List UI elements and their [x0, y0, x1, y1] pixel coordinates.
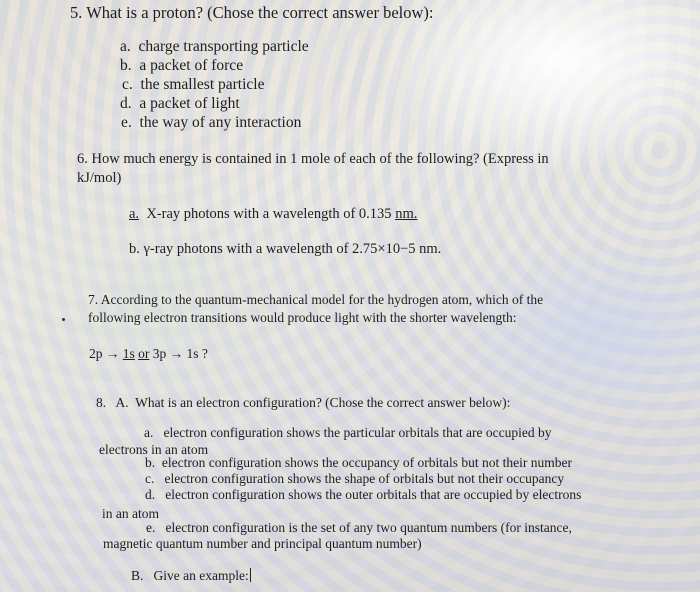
- q5-option-a: [120, 39, 309, 55]
- q8-option-e: [146, 521, 572, 535]
- q8-option-d-continuation: in an atom: [102, 506, 159, 521]
- q8-question: 8. A. What is an electron configuration? (Chose the correct answer below):: [96, 395, 511, 410]
- q8-option-b: [145, 456, 572, 470]
- q8-part-b: [131, 568, 251, 583]
- q7-question-line1: 7. According to the quantum-mechanical model for the hydrogen atom, which of the: [88, 292, 544, 307]
- q8-option-b-letter: b.: [145, 455, 156, 470]
- q5-option-b-text: a packet of force: [139, 57, 244, 74]
- q8-part-b-text: Give an example:: [153, 568, 249, 583]
- arrow-icon: →: [105, 346, 120, 361]
- q5-option-e: [121, 115, 301, 131]
- q8-option-c-text: electron configuration shows the shape of orbitals but not their occupancy: [164, 471, 565, 486]
- text-cursor: [250, 568, 251, 582]
- q8-option-e-text: electron configuration is the set of any two quantum numbers (for instance,: [165, 520, 572, 535]
- q5-option-d-text: a packet of light: [139, 95, 240, 112]
- q8-part-b-letter: B.: [131, 568, 144, 583]
- arrow-icon: →: [169, 346, 184, 361]
- q7-bullet: [62, 318, 65, 321]
- q5-option-a-letter: a.: [120, 38, 131, 55]
- q7-or: or: [138, 346, 150, 361]
- q5-option-d: [120, 96, 240, 112]
- q5-option-c-letter: c.: [122, 76, 133, 93]
- q7-transition2-to: 1s: [186, 346, 199, 361]
- q6-question-line2: kJ/mol): [77, 170, 122, 186]
- q8-option-a: [144, 426, 552, 440]
- q8-option-a-letter: a.: [144, 425, 154, 440]
- q5-option-a-text: charge transporting particle: [138, 38, 309, 55]
- q5-option-d-letter: d.: [120, 95, 132, 112]
- q6-part-b: b. γ-ray photons with a wavelength of 2.75×10−5 nm.: [129, 241, 442, 257]
- q8-option-d: [145, 488, 581, 502]
- q5-question: 5. What is a proton? (Chose the correct answer below):: [70, 3, 434, 22]
- q8-option-a-continuation: electrons in an atom: [99, 442, 209, 457]
- q8-option-c: [145, 472, 564, 486]
- q5-option-e-letter: e.: [121, 114, 132, 131]
- q7-question-line2: following electron transitions would produce light with the shorter wavelength:: [88, 310, 517, 325]
- q5-option-c: [122, 77, 264, 93]
- q8-option-b-text: electron configuration shows the occupancy of orbitals but not their number: [161, 455, 573, 470]
- q8-option-d-letter: d.: [145, 487, 156, 502]
- q6-part-a: [129, 207, 417, 222]
- q7-transition1-to: 1s: [122, 346, 135, 361]
- q6-part-a-text: X-ray photons with a wavelength of 0.135: [146, 206, 392, 222]
- q8-option-e-letter: e.: [146, 520, 156, 535]
- q8-option-d-text: electron configuration shows the outer orbitals that are occupied by electrons: [165, 487, 582, 502]
- q5-option-c-text: the smallest particle: [140, 76, 265, 93]
- q8-option-c-letter: c.: [145, 471, 155, 486]
- q5-option-e-text: the way of any interaction: [139, 114, 302, 131]
- q8-option-a-text: electron configuration shows the particular orbitals that are occupied by: [163, 425, 552, 440]
- q7-transitions: [89, 347, 208, 361]
- q8-option-e-continuation: magnetic quantum number and principal quantum number): [103, 536, 422, 551]
- q6-part-a-unit: nm.: [395, 206, 418, 222]
- q6-part-a-letter: a.: [129, 206, 140, 222]
- q6-question-line1: 6. How much energy is contained in 1 mole of each of the following? (Express in: [77, 151, 549, 167]
- q7-transition2-from: 3p: [152, 346, 167, 361]
- q5-option-b: [120, 58, 243, 74]
- q5-option-b-letter: b.: [120, 57, 132, 74]
- q7-question-mark: ?: [201, 346, 208, 361]
- q7-transition1-from: 2p: [89, 346, 103, 361]
